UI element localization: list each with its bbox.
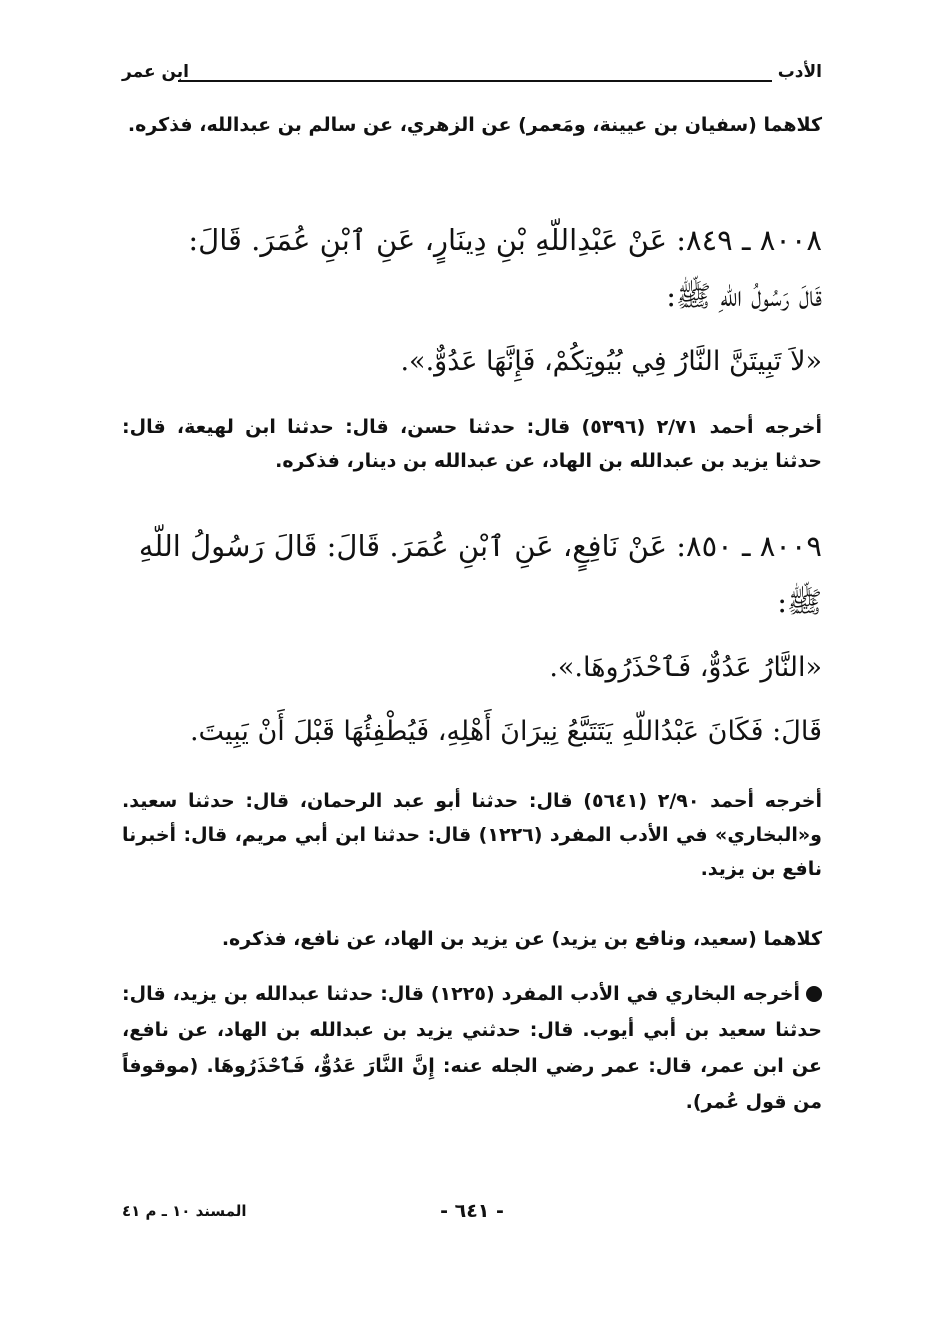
running-header [122, 62, 822, 92]
hadith-8009-narration: قَالَ: فَكَانَ عَبْدُاللّهِ يَتَتَبَّعُ نِيرَانَ أَهْلِهِ، فَيُطْفِئُهَا قَبْلَ أَنْ يَبِيتَ. [189, 716, 822, 747]
hadith-8009-text: «النَّارُ عَدُوٌّ، فَٱحْذَرُوهَا.». [549, 652, 822, 683]
page-number: - ٦٤١ - [440, 1200, 504, 1222]
takhrij-8009-summary: كلاهما (سعيد، ونافع بن يزيد) عن يزيد بن الهاد، عن نافع، فذكره. [221, 928, 822, 950]
section-title: الأدب [777, 62, 822, 82]
header-rule [178, 80, 772, 82]
signature-mark: المسند ١٠ ـ م ٤١ [122, 1202, 247, 1220]
paragraph-chain-end: كلاهما (سفيان بن عيينة، ومَعمر) عن الزهري، عن سالم بن عبدالله، فذكره. [127, 114, 822, 136]
hadith-8008-text: «لاَ تَبِيتَنَّ النَّارُ فِي بُيُوتِكُمْ، فَإِنَّهَا عَدُوٌّ.». [400, 346, 822, 377]
takhrij-8009-additional-text: أخرجه البخاري في الأدب المفرد (١٢٢٥) قال: حدثنا عبدالله بن يزيد، قال: حدثنا سعيد بن أبي أيوب. قال: حدثني يزيد بن عبدالله بن الهاد، عن نافع، عن ابن عمر، قال: عمر رضي الجله عنه: إِنَّ النَّارَ عَدُوٌّ، فَٱحْذَرُوهَا. (موقوفاً من قول عُمر). [122, 983, 822, 1113]
hadith-8008-line1: ٨٠٠٨ ـ ٨٤٩: عَنْ عَبْدِاللّهِ بْنِ دِينَارٍ، عَنِ ٱبْنِ عُمَرَ. قَالَ: [188, 223, 822, 257]
hadith-8008-heading [122, 212, 822, 324]
takhrij-8009-additional [122, 976, 822, 1120]
bullet-icon [806, 986, 822, 1002]
hadith-8009-heading [122, 518, 822, 630]
hadith-8009-line1: ٨٠٠٩ ـ ٨٥٠: عَنْ نَافِعٍ، عَنِ ٱبْنِ عُمَرَ. قَالَ: قَالَ رَسُولُ اللّهِ [138, 529, 822, 563]
takhrij-8008: أخرجه أحمد ٢/٧١ (٥٣٩٦) قال: حدثنا حسن، قال: حدثنا ابن لهيعة، قال: حدثنا يزيد بن عبدالله بن الهاد، عن عبدالله بن دينار، فذكره. [122, 416, 822, 472]
hadith-8009-line2: ﷺ: [777, 585, 822, 619]
hadith-8008-line2: قَالَ رَسُولُ اللّهِ ﷺ: [666, 279, 822, 313]
musnad-title: ابن عمر [122, 62, 190, 82]
takhrij-8009: أخرجه أحمد ٢/٩٠ (٥٦٤١) قال: حدثنا أبو عبد الرحمان، قال: حدثنا سعيد. و«البخاري» في الأدب المفرد (١٢٢٦) قال: حدثنا ابن أبي مريم، قال: أخبرنا نافع بن يزيد. [122, 790, 822, 880]
page-footer [122, 1200, 822, 1230]
